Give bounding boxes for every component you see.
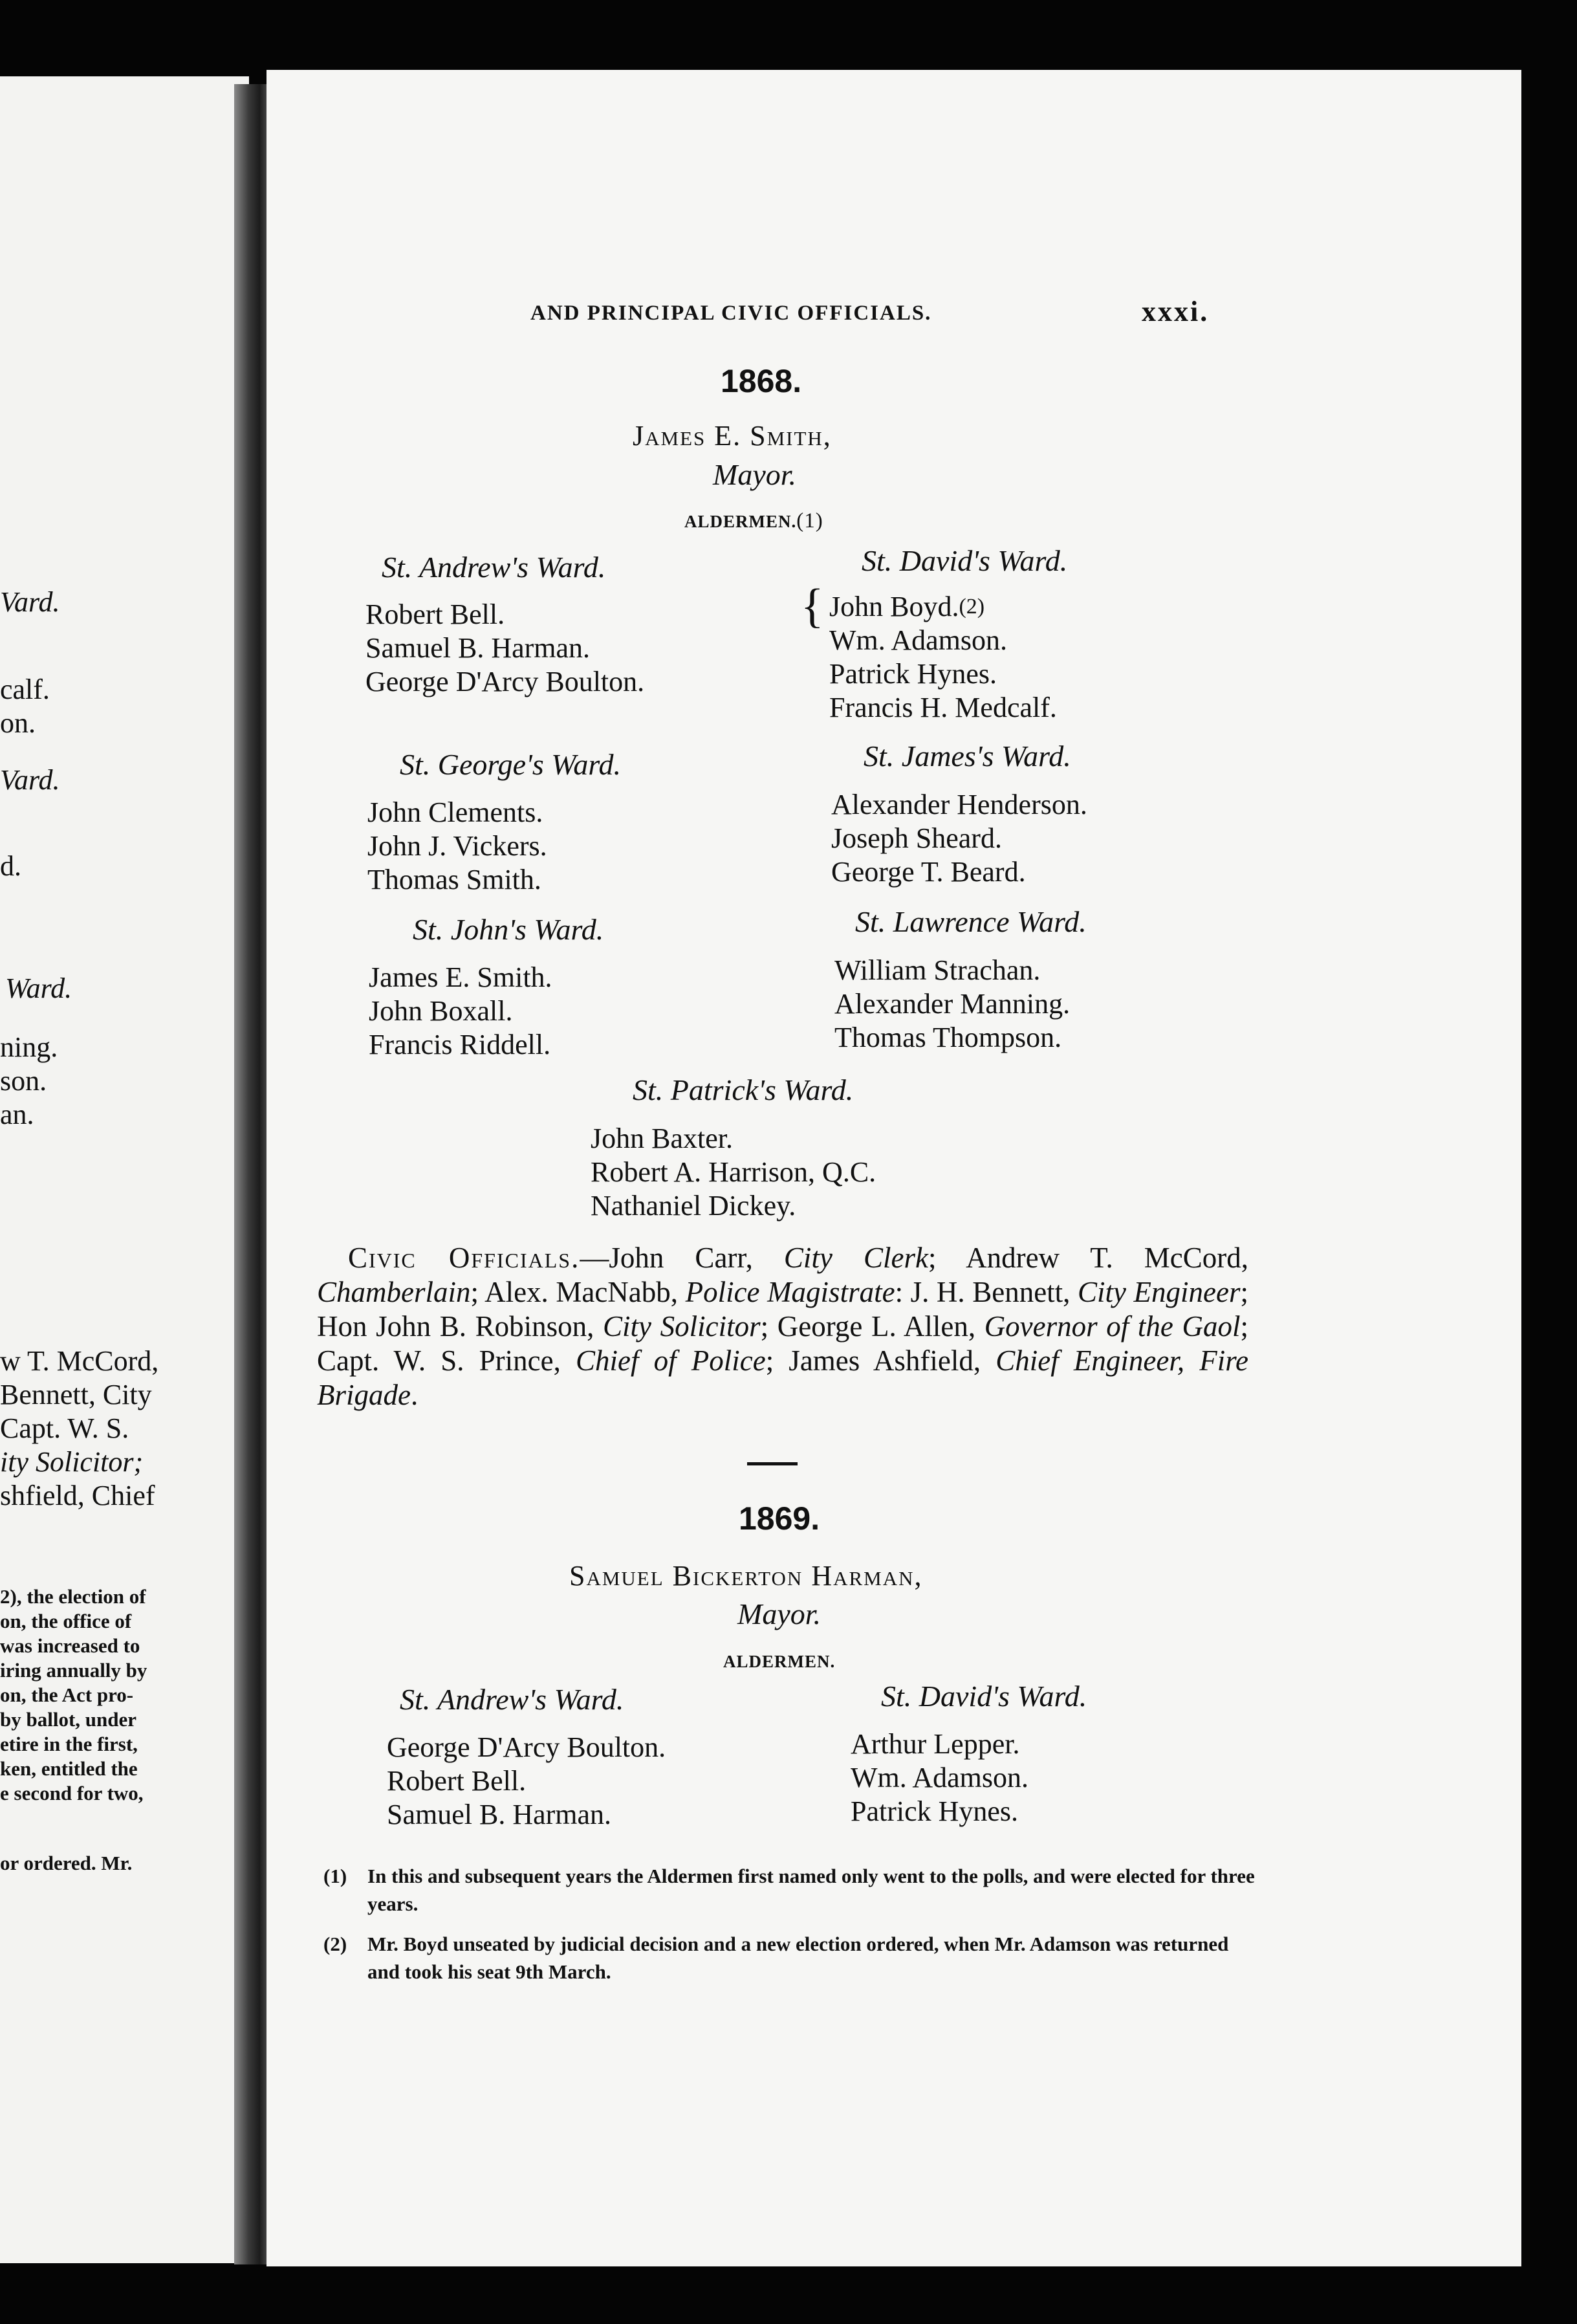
brace-bracket: { — [801, 580, 824, 633]
alderman-name: Alexander Henderson. — [831, 789, 1087, 820]
left-footnote-fragment: was increased to — [0, 1634, 140, 1657]
page-folio: xxxi. — [1142, 296, 1210, 327]
text-run: ; George L. Allen, — [760, 1310, 984, 1343]
ward-title-st-andrews: St. Andrew's Ward. — [382, 551, 606, 584]
official-role: Chief of Police — [576, 1344, 766, 1377]
left-fragment: ity Solicitor; — [0, 1446, 144, 1478]
left-footnote-fragment: on, the Act pro- — [0, 1683, 134, 1706]
left-fragment: ning. — [0, 1031, 58, 1063]
ward-title-st-davids-1869: St. David's Ward. — [881, 1680, 1087, 1713]
alderman-name: James E. Smith. — [369, 961, 552, 993]
official-role: Police Magistrate — [685, 1276, 895, 1308]
left-fragment: shfield, Chief — [0, 1480, 155, 1511]
alderman-name: John J. Vickers. — [367, 830, 547, 862]
official-role: Governor of the Gaol — [984, 1310, 1241, 1343]
alderman-name: Alexander Manning. — [834, 988, 1071, 1020]
aldermen-label: ALDERMEN. — [684, 512, 797, 531]
footnote-ref-2: (2) — [959, 595, 985, 619]
left-fragment: an. — [0, 1099, 34, 1130]
alderman-name: Joseph Sheard. — [831, 822, 1002, 854]
ward-title-st-james: St. James's Ward. — [864, 740, 1071, 773]
alderman-name — [829, 590, 1057, 624]
alderman-name: Patrick Hynes. — [851, 1795, 1019, 1827]
left-footnote-fragment: on, the office of — [0, 1610, 132, 1632]
ward-members-st-davids — [829, 590, 1057, 725]
ward-members-st-georges — [367, 796, 547, 897]
alderman-name: Arthur Lepper. — [851, 1728, 1020, 1760]
official-role: Chamberlain — [317, 1276, 471, 1308]
ward-members-st-andrews-1869 — [387, 1731, 666, 1832]
text-run: ; James Ashfield, — [765, 1344, 996, 1377]
ward-title-st-georges: St. George's Ward. — [400, 748, 622, 781]
left-fragment: Bennett, City — [0, 1379, 152, 1410]
ward-members-st-patricks — [591, 1122, 876, 1223]
left-fragment: Capt. W. S. — [0, 1412, 129, 1444]
alderman-name: William Strachan. — [834, 954, 1041, 986]
year-heading-1868: 1868. — [721, 363, 802, 399]
alderman-name-text: John Boyd. — [829, 591, 959, 622]
alderman-name: George D'Arcy Boulton. — [365, 666, 645, 697]
left-fragment: on. — [0, 707, 36, 739]
alderman-name: John Boxall. — [369, 995, 513, 1027]
alderman-name: John Clements. — [367, 796, 543, 828]
section-divider — [747, 1462, 798, 1465]
mayor-title-1868: Mayor. — [713, 458, 797, 491]
alderman-name: John Baxter. — [591, 1123, 733, 1154]
civic-officials-paragraph — [317, 1241, 1248, 1412]
alderman-name: George T. Beard. — [831, 856, 1026, 888]
alderman-name: Robert Bell. — [387, 1765, 527, 1797]
alderman-name: Samuel B. Harman. — [387, 1799, 612, 1830]
ward-members-st-johns — [369, 961, 552, 1062]
previous-page — [0, 76, 249, 2263]
alderman-name: Robert Bell. — [365, 598, 505, 630]
footnote-mark: (1) — [323, 1865, 347, 1887]
alderman-name: Francis Riddell. — [369, 1029, 551, 1060]
mayor-name-1869: Samuel Bickerton Harman, — [569, 1560, 923, 1592]
left-footnote-fragment: by ballot, under — [0, 1708, 137, 1731]
ward-title-st-andrews-1869: St. Andrew's Ward. — [400, 1683, 624, 1716]
alderman-name: Patrick Hynes. — [829, 658, 997, 690]
official-role: City Clerk — [783, 1242, 928, 1274]
footnote-ref-1: (1) — [796, 509, 823, 532]
mayor-name-1868: James E. Smith, — [633, 420, 832, 452]
alderman-name: Thomas Smith. — [367, 864, 541, 895]
aldermen-heading-1868 — [684, 509, 823, 533]
left-footnote-fragment: 2), the election of — [0, 1585, 146, 1608]
left-fragment: calf. — [0, 674, 50, 705]
text-run: ; Hon John B. Robinson, — [317, 1276, 1248, 1343]
ward-members-st-james — [831, 788, 1087, 889]
left-fragment: d. — [0, 850, 21, 882]
alderman-name: Wm. Adamson. — [829, 624, 1007, 656]
ward-members-st-lawrence — [834, 954, 1070, 1055]
text-run: — — [580, 1242, 609, 1274]
text-run: ; Capt. W. S. Prince, — [317, 1310, 1248, 1377]
alderman-name: Wm. Adamson. — [851, 1762, 1028, 1793]
text-run: ; Alex. MacNabb, — [470, 1276, 686, 1308]
ward-title-st-johns: St. John's Ward. — [413, 913, 604, 946]
left-fragment: son. — [0, 1065, 47, 1097]
ward-title-st-davids: St. David's Ward. — [862, 544, 1068, 577]
footnote-text: In this and subsequent years the Aldermen first named only went to the polls, and were elected for three years. — [367, 1865, 1255, 1915]
aldermen-heading-1869: ALDERMEN. — [723, 1652, 836, 1671]
text-run: . — [410, 1379, 419, 1411]
left-fragment: Vard. — [0, 586, 60, 618]
civic-officials-label: Civic Officials. — [348, 1242, 580, 1274]
ward-members-st-andrews — [365, 598, 644, 699]
ward-members-st-davids-1869 — [851, 1727, 1028, 1828]
left-footnote-fragment: or ordered. Mr. — [0, 1852, 133, 1874]
text-run: : J. H. Bennett, — [895, 1276, 1078, 1308]
left-fragment: Ward. — [5, 972, 72, 1004]
alderman-name: Samuel B. Harman. — [365, 632, 591, 664]
text-run: John Carr, — [609, 1242, 784, 1274]
left-footnote-fragment: etire in the first, — [0, 1733, 138, 1755]
ward-title-st-patricks: St. Patrick's Ward. — [633, 1073, 854, 1106]
mayor-title-1869: Mayor. — [737, 1597, 821, 1630]
left-footnote-fragment: ken, entitled the — [0, 1757, 138, 1780]
year-heading-1869: 1869. — [739, 1500, 820, 1537]
alderman-name: George D'Arcy Boulton. — [387, 1731, 666, 1763]
ward-title-st-lawrence: St. Lawrence Ward. — [855, 905, 1087, 938]
official-role: City Engineer — [1077, 1276, 1241, 1308]
running-head: AND PRINCIPAL CIVIC OFFICIALS. — [530, 301, 932, 325]
official-role: Chief Engineer, Fire Brigade — [317, 1344, 1249, 1411]
alderman-name: Robert A. Harrison, Q.C. — [591, 1156, 876, 1188]
left-fragment: w T. McCord, — [0, 1345, 159, 1377]
footnote-mark: (2) — [323, 1933, 347, 1955]
left-fragment: Vard. — [0, 764, 60, 796]
alderman-name: Nathaniel Dickey. — [591, 1190, 796, 1222]
alderman-name: Francis H. Medcalf. — [829, 692, 1057, 723]
book-spine-gutter — [234, 84, 270, 2264]
left-footnote-fragment: e second for two, — [0, 1782, 144, 1804]
text-run: ; Andrew T. McCord, — [928, 1242, 1249, 1274]
official-role: City Solicitor — [603, 1310, 761, 1343]
footnote-text: Mr. Boyd unseated by judicial decision and a new election ordered, when Mr. Adamson was returned and took his seat 9th March. — [367, 1933, 1229, 1983]
left-footnote-fragment: iring annually by — [0, 1659, 147, 1682]
alderman-name: Thomas Thompson. — [834, 1022, 1062, 1053]
